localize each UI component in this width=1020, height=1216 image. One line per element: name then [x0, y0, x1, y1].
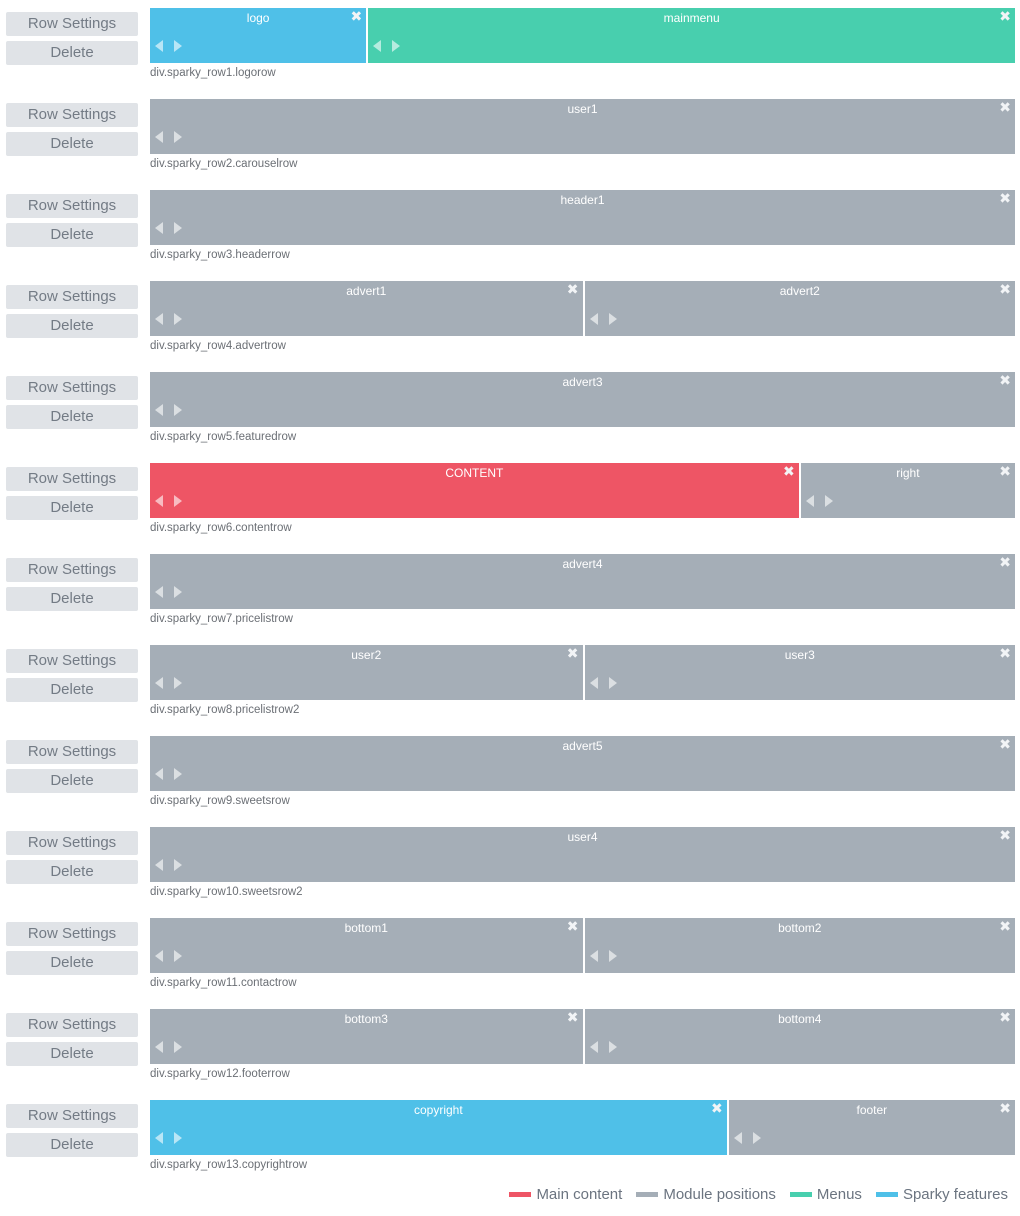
- legend-item-sparky-features: [876, 1186, 1008, 1203]
- position-name: advert3: [562, 375, 603, 389]
- position-block[interactable]: [150, 1100, 727, 1155]
- close-icon[interactable]: ✖: [566, 919, 579, 935]
- arrow-right-icon[interactable]: [174, 313, 182, 325]
- close-icon[interactable]: ✖: [999, 828, 1011, 844]
- row-class-label: div.sparky_row2.carouselrow: [150, 158, 298, 170]
- row-class-label: div.sparky_row7.pricelistrow: [150, 613, 293, 625]
- position-block[interactable]: [150, 1009, 583, 1064]
- position-name: mainmenu: [663, 11, 720, 25]
- close-icon[interactable]: ✖: [566, 1010, 579, 1026]
- position-block[interactable]: [583, 918, 1016, 973]
- position-block[interactable]: [583, 1009, 1016, 1064]
- close-icon[interactable]: ✖: [999, 464, 1011, 480]
- layout-row: [0, 463, 1020, 553]
- arrow-right-icon[interactable]: [174, 950, 182, 962]
- arrow-right-icon[interactable]: [174, 404, 182, 416]
- arrow-left-icon[interactable]: [734, 1132, 742, 1144]
- position-name: bottom4: [778, 1012, 822, 1026]
- row-blocks: [150, 736, 1015, 791]
- arrow-left-icon[interactable]: [155, 40, 163, 52]
- position-name: header1: [560, 193, 605, 207]
- row-class-label: div.sparky_row6.contentrow: [150, 522, 292, 534]
- position-block[interactable]: [150, 281, 583, 336]
- close-icon[interactable]: ✖: [710, 1101, 723, 1117]
- position-block[interactable]: [150, 372, 1015, 427]
- position-name: advert4: [562, 557, 603, 571]
- row-blocks: [150, 645, 1015, 700]
- row-settings-button[interactable]: Row Settings: [6, 1013, 138, 1037]
- legend-item-module-positions: [636, 1186, 776, 1203]
- arrow-right-icon[interactable]: [174, 222, 182, 234]
- arrow-right-icon[interactable]: [609, 1041, 617, 1053]
- close-icon[interactable]: ✖: [783, 464, 795, 480]
- arrow-left-icon[interactable]: [155, 131, 163, 143]
- row-blocks: [150, 827, 1015, 882]
- position-name: bottom1: [344, 921, 388, 935]
- legend-label: Module positions: [663, 1186, 776, 1203]
- layout-row: [0, 827, 1020, 917]
- row-settings-button[interactable]: Row Settings: [6, 103, 138, 127]
- delete-row-button[interactable]: Delete: [6, 223, 138, 247]
- row-class-label: div.sparky_row10.sweetsrow2: [150, 886, 303, 898]
- row-blocks: [150, 372, 1015, 427]
- position-block[interactable]: [150, 190, 1015, 245]
- arrow-right-icon[interactable]: [609, 313, 617, 325]
- row-blocks: [150, 918, 1015, 973]
- delete-row-button[interactable]: Delete: [6, 860, 138, 884]
- legend-item-menus: [790, 1186, 862, 1203]
- arrow-left-icon[interactable]: [155, 495, 163, 507]
- arrow-left-icon[interactable]: [155, 404, 163, 416]
- row-class-label: div.sparky_row3.headerrow: [150, 249, 290, 261]
- arrow-right-icon[interactable]: [174, 1132, 182, 1144]
- close-icon[interactable]: ✖: [566, 646, 579, 662]
- position-block[interactable]: [150, 645, 583, 700]
- layout-row: [0, 736, 1020, 826]
- close-icon[interactable]: ✖: [999, 191, 1011, 207]
- row-class-label: div.sparky_row8.pricelistrow2: [150, 704, 300, 716]
- position-name: advert1: [346, 284, 387, 298]
- arrow-right-icon[interactable]: [609, 677, 617, 689]
- arrow-right-icon[interactable]: [174, 40, 182, 52]
- close-icon[interactable]: ✖: [999, 737, 1011, 753]
- row-settings-button[interactable]: Row Settings: [6, 1104, 138, 1128]
- position-block[interactable]: [583, 645, 1016, 700]
- row-class-label: div.sparky_row9.sweetsrow: [150, 795, 290, 807]
- legend-swatch-feature: [876, 1192, 898, 1197]
- arrow-left-icon[interactable]: [155, 1041, 163, 1053]
- row-settings-button[interactable]: Row Settings: [6, 12, 138, 36]
- layout-row: [0, 372, 1020, 462]
- arrow-left-icon[interactable]: [155, 1132, 163, 1144]
- row-class-label: div.sparky_row1.logorow: [150, 67, 276, 79]
- row-class-label: div.sparky_row5.featuredrow: [150, 431, 297, 443]
- row-blocks: [150, 554, 1015, 609]
- position-name: copyright: [413, 1103, 463, 1117]
- row-blocks: [150, 8, 1015, 63]
- arrow-right-icon[interactable]: [392, 40, 400, 52]
- position-name: user4: [567, 830, 598, 844]
- close-icon[interactable]: ✖: [999, 1101, 1011, 1117]
- delete-row-button[interactable]: Delete: [6, 678, 138, 702]
- layout-row: [0, 8, 1020, 98]
- delete-row-button[interactable]: Delete: [6, 314, 138, 338]
- position-name: footer: [856, 1103, 888, 1117]
- close-icon[interactable]: ✖: [350, 9, 363, 25]
- position-block[interactable]: [150, 554, 1015, 609]
- position-name: CONTENT: [445, 466, 504, 480]
- arrow-left-icon[interactable]: [155, 313, 163, 325]
- layout-row: [0, 1009, 1020, 1099]
- arrow-right-icon[interactable]: [174, 768, 182, 780]
- arrow-right-icon[interactable]: [174, 1041, 182, 1053]
- position-name: right: [896, 466, 920, 480]
- arrow-right-icon[interactable]: [753, 1132, 761, 1144]
- row-class-label: div.sparky_row13.copyrightrow: [150, 1159, 308, 1171]
- position-name: advert2: [779, 284, 820, 298]
- row-settings-button[interactable]: Row Settings: [6, 194, 138, 218]
- row-blocks: [150, 190, 1015, 245]
- arrow-right-icon[interactable]: [174, 859, 182, 871]
- layout-row: [0, 99, 1020, 189]
- close-icon[interactable]: ✖: [999, 646, 1011, 662]
- delete-row-button[interactable]: Delete: [6, 496, 138, 520]
- position-block[interactable]: [366, 8, 1015, 63]
- close-icon[interactable]: ✖: [566, 282, 579, 298]
- position-name: user3: [784, 648, 815, 662]
- position-block[interactable]: [799, 463, 1015, 518]
- close-icon[interactable]: ✖: [999, 555, 1011, 571]
- row-class-label: div.sparky_row4.advertrow: [150, 340, 286, 352]
- row-blocks: [150, 463, 1015, 518]
- arrow-right-icon[interactable]: [174, 677, 182, 689]
- row-class-label: div.sparky_row12.footerrow: [150, 1068, 290, 1080]
- row-blocks: [150, 281, 1015, 336]
- position-block[interactable]: [150, 8, 366, 63]
- position-name: user2: [351, 648, 382, 662]
- arrow-left-icon[interactable]: [590, 677, 598, 689]
- delete-row-button[interactable]: Delete: [6, 951, 138, 975]
- position-name: bottom3: [344, 1012, 388, 1026]
- legend-item-main-content: [509, 1186, 622, 1203]
- layout-row: [0, 190, 1020, 280]
- position-name: logo: [246, 11, 270, 25]
- row-class-label: div.sparky_row11.contactrow: [150, 977, 297, 989]
- position-name: user1: [567, 102, 598, 116]
- close-icon[interactable]: ✖: [999, 1010, 1011, 1026]
- legend-label: Sparky features: [902, 1186, 1008, 1203]
- position-name: advert5: [562, 739, 603, 753]
- layout-row: [0, 645, 1020, 735]
- position-block[interactable]: [583, 281, 1016, 336]
- row-blocks: [150, 1009, 1015, 1064]
- legend-swatch-main: [509, 1192, 531, 1197]
- layout-row: [0, 554, 1020, 644]
- arrow-left-icon[interactable]: [155, 586, 163, 598]
- delete-row-button[interactable]: Delete: [6, 1133, 138, 1157]
- row-settings-button[interactable]: Row Settings: [6, 649, 138, 673]
- arrow-left-icon[interactable]: [806, 495, 814, 507]
- position-block[interactable]: [150, 736, 1015, 791]
- delete-row-button[interactable]: Delete: [6, 587, 138, 611]
- arrow-left-icon[interactable]: [155, 222, 163, 234]
- close-icon[interactable]: ✖: [999, 100, 1011, 116]
- arrow-left-icon[interactable]: [590, 950, 598, 962]
- arrow-right-icon[interactable]: [825, 495, 833, 507]
- row-settings-button[interactable]: Row Settings: [6, 740, 138, 764]
- row-settings-button[interactable]: Row Settings: [6, 922, 138, 946]
- layout-row: [0, 1100, 1020, 1190]
- row-blocks: [150, 99, 1015, 154]
- row-settings-button[interactable]: Row Settings: [6, 467, 138, 491]
- position-block[interactable]: [150, 99, 1015, 154]
- arrow-right-icon[interactable]: [174, 495, 182, 507]
- arrow-right-icon[interactable]: [609, 950, 617, 962]
- arrow-left-icon[interactable]: [155, 859, 163, 871]
- legend: [509, 1186, 1008, 1203]
- row-settings-button[interactable]: Row Settings: [6, 831, 138, 855]
- legend-label: Main content: [536, 1186, 623, 1203]
- layout-row: [0, 918, 1020, 1008]
- delete-row-button[interactable]: Delete: [6, 41, 138, 65]
- position-block[interactable]: [150, 463, 799, 518]
- row-blocks: [150, 1100, 1015, 1155]
- arrow-left-icon[interactable]: [373, 40, 381, 52]
- row-settings-button[interactable]: Row Settings: [6, 285, 138, 309]
- position-name: bottom2: [778, 921, 822, 935]
- arrow-left-icon[interactable]: [155, 677, 163, 689]
- legend-swatch-menu: [790, 1192, 812, 1197]
- delete-row-button[interactable]: Delete: [6, 769, 138, 793]
- arrow-right-icon[interactable]: [174, 586, 182, 598]
- legend-label: Menus: [816, 1186, 862, 1203]
- layout-row: [0, 281, 1020, 371]
- position-block[interactable]: [150, 918, 583, 973]
- position-block[interactable]: [727, 1100, 1015, 1155]
- arrow-left-icon[interactable]: [590, 313, 598, 325]
- arrow-left-icon[interactable]: [155, 950, 163, 962]
- close-icon[interactable]: ✖: [999, 373, 1011, 389]
- delete-row-button[interactable]: Delete: [6, 132, 138, 156]
- close-icon[interactable]: ✖: [999, 9, 1011, 25]
- position-block[interactable]: [150, 827, 1015, 882]
- legend-swatch-module: [636, 1192, 658, 1197]
- close-icon[interactable]: ✖: [999, 919, 1011, 935]
- row-settings-button[interactable]: Row Settings: [6, 376, 138, 400]
- arrow-left-icon[interactable]: [155, 768, 163, 780]
- delete-row-button[interactable]: Delete: [6, 1042, 138, 1066]
- row-settings-button[interactable]: Row Settings: [6, 558, 138, 582]
- arrow-left-icon[interactable]: [590, 1041, 598, 1053]
- arrow-right-icon[interactable]: [174, 131, 182, 143]
- close-icon[interactable]: ✖: [999, 282, 1011, 298]
- delete-row-button[interactable]: Delete: [6, 405, 138, 429]
